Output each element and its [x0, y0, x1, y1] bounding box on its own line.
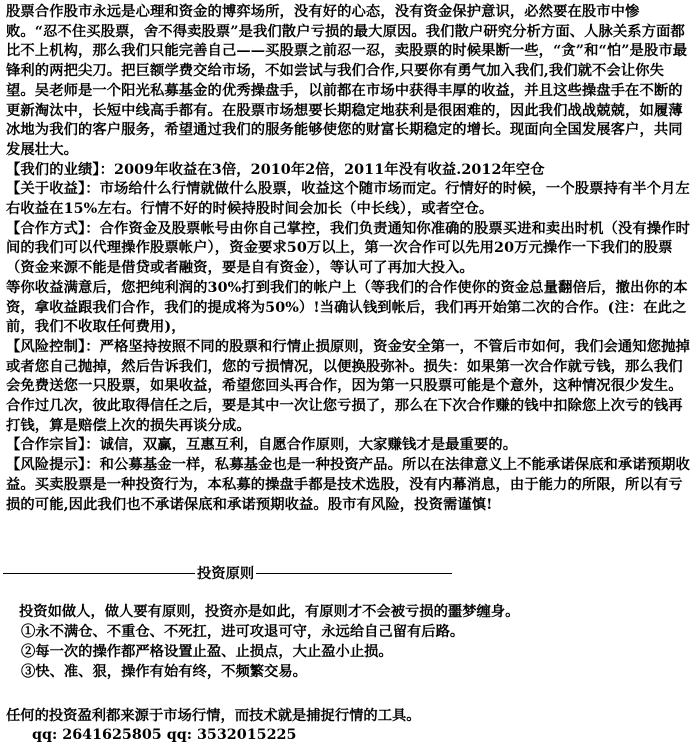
- intro-section: [6, 3, 690, 515]
- settlement-paragraph: 等你收益满意后，您把纯利润的30%打到我们的帐户上（等我们的合作使你的资金总量翻倍后，撤出你的本资，拿收益跟我们合作，我们的提成将为50%）!当确认钱到帐后，我们再开始第二次的合作。(注：在此之前，我们不收取任何费用)，: [6, 279, 688, 336]
- tenet-line: 【合作宗旨】：诚信，双赢，互惠互利，自愿合作原则，大家赚钱才是最重要的。: [6, 437, 518, 454]
- divider-line-right: [256, 573, 452, 574]
- principle-item: ①永不满仓、不重仓、不死扛，进可攻退可守，永远给自己留有后路。: [21, 624, 465, 640]
- section-divider: [3, 563, 463, 583]
- cooperation-paragraph: 【合作方式】：合作资金及股票帐号由你自己掌控，我们负责通知你准确的股票买进和卖出时机（没有操作时间的我们可以代理操作股票帐户），资金要求50万以上，第一次合作可以先用20万元操作一下我们的股票（资金来源不能是借贷或者融资，要是自有资金），等认可了再加大投入。: [6, 220, 690, 277]
- section-title: 投资原则: [197, 566, 255, 582]
- contact-qq: qq: 2641625805 qq: 3532015225: [32, 727, 297, 743]
- risk-control-paragraph: 【风险控制】：严格坚持按照不同的股票和行情止损原则，资金安全第一，不管后市如何，我们会通知您抛掉或者您自己抛掉，然后告诉我们，您的亏损情况，以便换股弥补。损失：如果第一次合作就亏钱，那么我们会免费送您一只股票，如果收益，希望您回头再合作，因为第一只股票可能是个意外，这种情况很少发生。合作过几次，彼此取得信任之后，要是其中一次让您亏损了，那么在下次合作赚的钱中扣除您上次亏的钱再打钱，算是赔偿上次的损失再谈分成。: [6, 338, 690, 434]
- about-returns-paragraph: 【关于收益】：市场给什么行情就做什么股票，收益这个随市场而定。行情好的时候，一个股票持有半个月左右收益在15%左右。行情不好的时候持股时间会加长（中长线），或者空仓。: [6, 181, 690, 218]
- principles-section: [19, 602, 679, 682]
- closing-section: [6, 707, 686, 745]
- closing-statement: 任何的投资盈利都来源于市场行情，而技术就是捕捉行情的工具。: [6, 708, 421, 724]
- intro-paragraph: 股票合作股市永远是心理和资金的博弈场所，没有好的心态，没有资金保护意识，必然要在股市中惨败。“忍不住买股票，舍不得卖股票”是我们散户亏损的最大原因。我们散户研究分析方面、人脉关系方面都比不上机构，那么我们只能完善自己——买股票之前忍一忍，卖股票的时候果断一些，“贪”和“怕”是股市最锋利的两把尖刀。把巨额学费交给市场，不如尝试与我们合作,只要你有勇气加入我们,我们就不会让你失望。吴老师是一个阳光私募基金的优秀操盘手，以前都在市场中获得丰厚的收益，并且这些操盘手在不断的更新淘汰中，长短中线高手都有。在股票市场想要长期稳定地获利是很困难的，因此我们战战兢兢，如履薄冰地为我们的客户服务，希望通过我们的服务能够使您的财富长期稳定的增长。现面向全国发展客户，共同发展壮大。: [6, 4, 688, 158]
- performance-line: 【我们的业绩】：2009年收益在3倍，2010年2倍，2011年没有收益.2012年空仓: [6, 161, 545, 178]
- principles-lead: 投资如做人，做人要有原则，投资亦是如此，有原则才不会被亏损的噩梦缠身。: [19, 604, 520, 620]
- principle-item: ③快、准、狠，操作有始有终，不频繁交易。: [21, 664, 307, 680]
- divider-line-left: [3, 573, 195, 574]
- risk-warning-paragraph: 【风险提示】：和公募基金一样，私募基金也是一种投资产品。所以在法律意义上不能承诺保底和承诺预期收益。买卖股票是一种投资行为，本私募的操盘手都是技术选股，没有内幕消息，由于能力的所限，所以有亏损的可能,因此我们也不承诺保底和承诺预期收益。股市有风险，投资需谨慎!: [6, 457, 690, 513]
- principle-item: ②每一次的操作都严格设置止盈、止损点，大止盈小止损。: [21, 644, 393, 660]
